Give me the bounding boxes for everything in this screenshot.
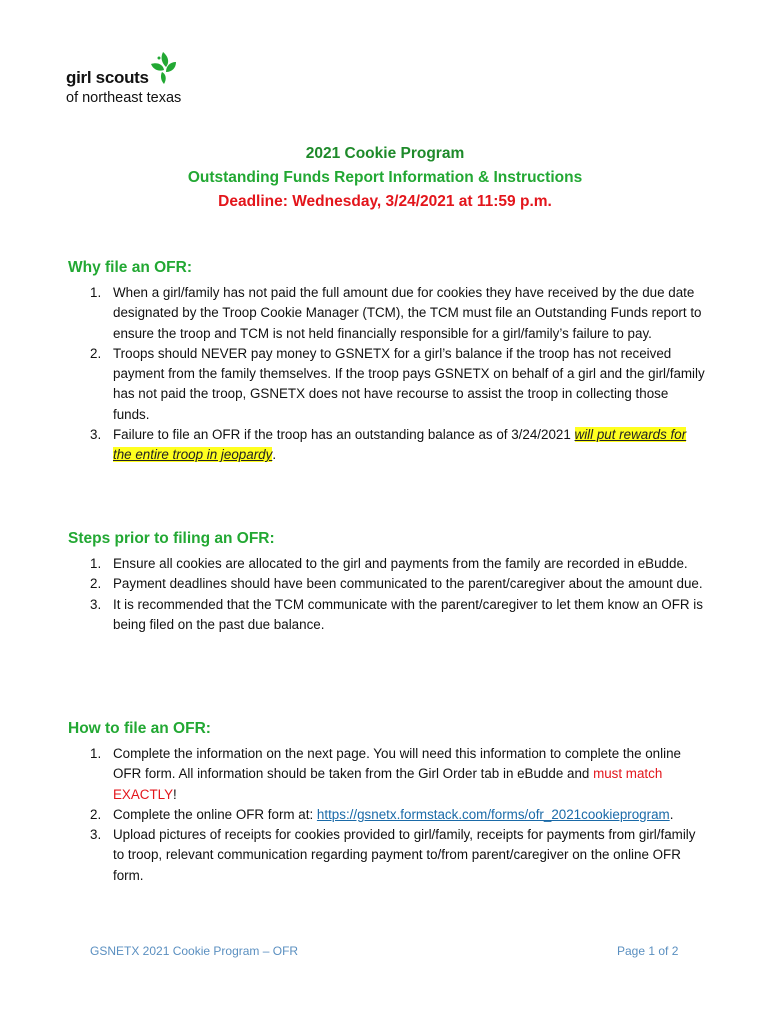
section-steps-prior [68,530,708,635]
logo [64,50,224,108]
section-how-title: How to file an OFR: [68,720,211,737]
section-why-title: Why file an OFR: [68,259,192,276]
list-item: 3. Failure to file an OFR if the troop has an outstanding balance as of 3/24/2021 will put rewards for the entire troop in jeopardy. [90,427,687,463]
logo-text-main: girl scouts [66,68,149,87]
document-heading [0,142,770,214]
list-item: 2. Payment deadlines should have been communicated to the parent/caregiver about the amount due. [90,576,703,592]
logo-text-sub: of northeast texas [66,90,182,106]
steps-list [68,554,708,635]
footer-page-number: Page 1 of 2 [617,944,679,958]
section-how-to-file [68,720,708,886]
list-item: 3. Upload pictures of receipts for cookies provided to girl/family, receipts for payments from girl/family to troop, relevant communication regarding payment to/from parent/caregiver on the online OFR form. [90,827,696,883]
list-item: 1. When a girl/family has not paid the full amount due for cookies they have received by the due date designated by the Troop Cookie Manager (TCM), the TCM must file an Outstanding Funds report to ensure the troop and TCM is not held financially responsible for a girl/family’s failure to pay. [90,285,702,341]
must-match-warning: must match EXACTLY [113,766,663,802]
heading-program: 2021 Cookie Program [305,145,465,162]
list-item: 2. Complete the online OFR form at: https://gsnetx.formstack.com/forms/ofr_2021cookieprogram. [90,806,674,822]
list-item: 2. Troops should NEVER pay money to GSNETX for a girl’s balance if the troop has not received payment from the family themselves. If the troop pays GSNETX on behalf of a girl and the girl/family has not paid the troop, GSNETX does not have recourse to assist the troop in collecting those funds. [90,345,705,422]
why-list [68,283,708,466]
ofr-form-link[interactable]: https://gsnetx.formstack.com/forms/ofr_2021cookieprogram [316,806,670,822]
section-steps-title: Steps prior to filing an OFR: [68,530,275,547]
heading-report-title: Outstanding Funds Report Information & Instructions [187,169,583,186]
footer-program-label: GSNETX 2021 Cookie Program – OFR [90,944,299,958]
jeopardy-highlight: will put rewards for the entire troop in jeopardy [113,427,687,463]
list-item: 1. Complete the information on the next page. You will need this information to complete the online OFR form. All information should be taken from the Girl Order tab in eBudde and must match EXACTLY! [90,746,681,802]
heading-deadline: Deadline: Wednesday, 3/24/2021 at 11:59 p.m. [218,193,552,210]
how-list [68,744,708,886]
list-item: 3. It is recommended that the TCM communicate with the parent/caregiver to let them know an OFR is being filed on the past due balance. [90,596,703,632]
section-why-file [68,259,708,466]
list-item: 1. Ensure all cookies are allocated to the girl and payments from the family are recorded in eBudde. [90,556,688,571]
trefoil-logo-icon [146,50,180,86]
